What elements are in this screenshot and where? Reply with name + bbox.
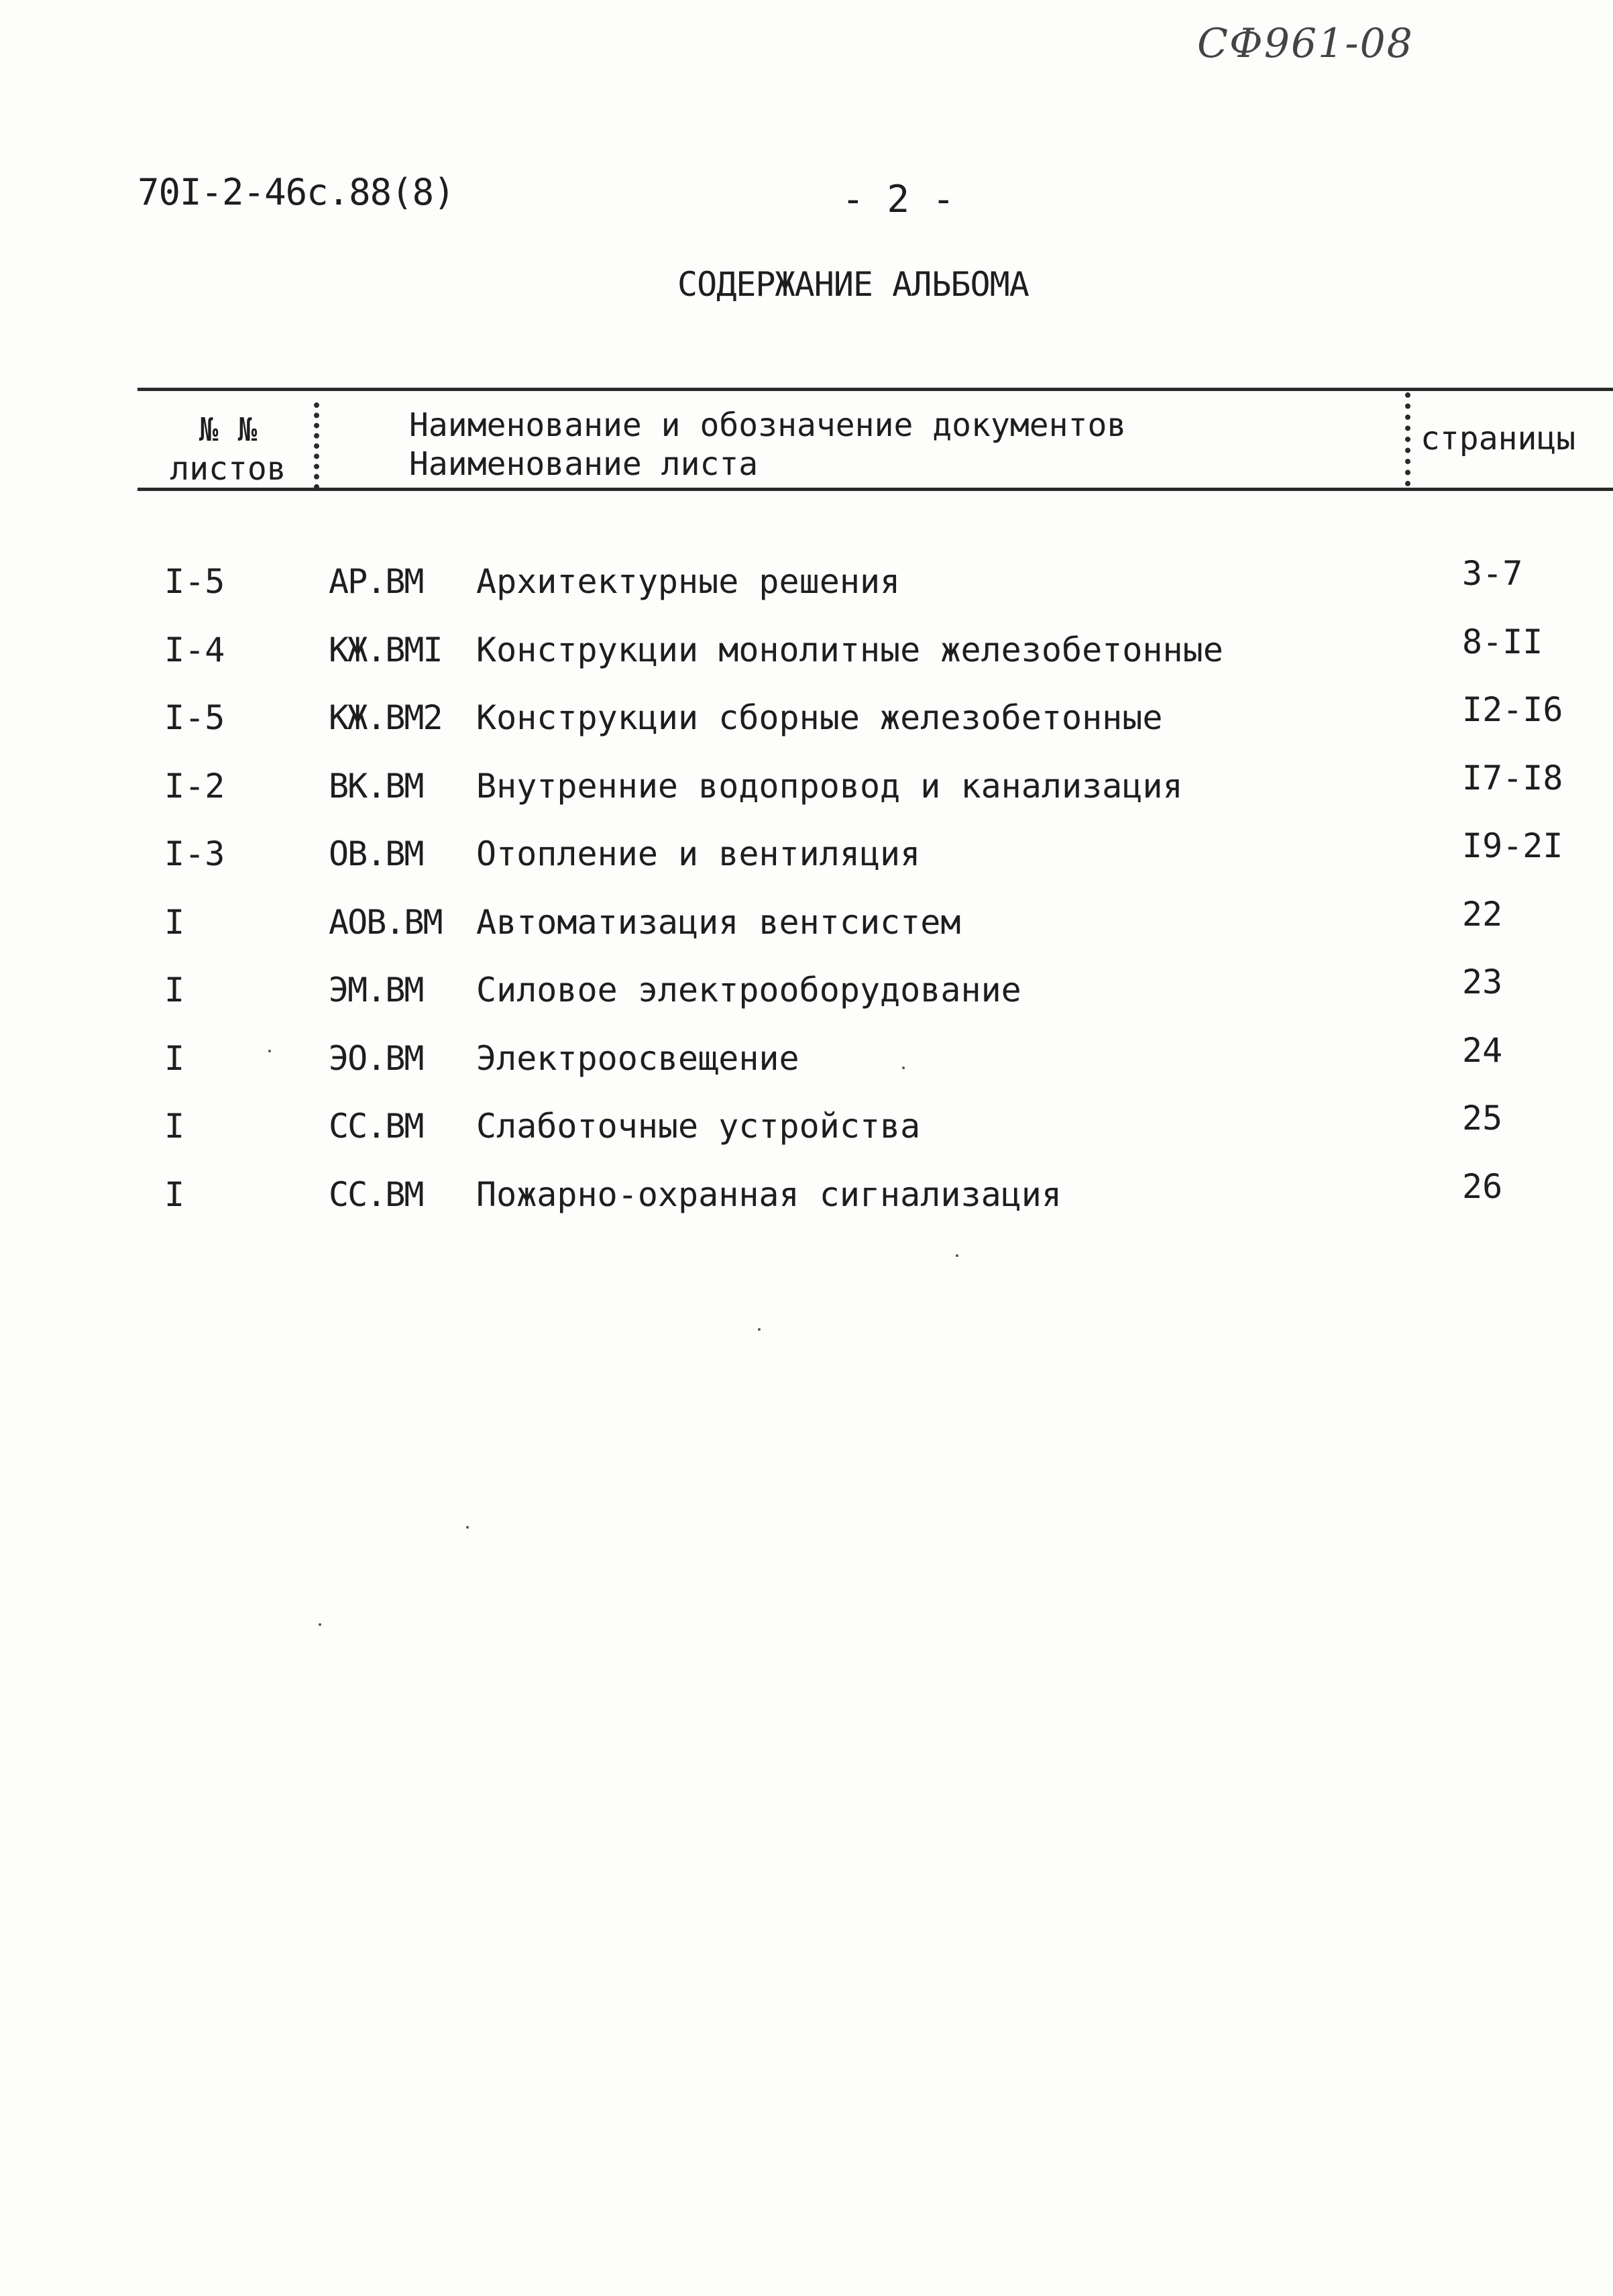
sheets-cell: I-2 [164,767,225,806]
code-cell: ЭМ.ВМ [329,971,423,1009]
document-code: 70I-2-46с.88(8) [137,171,455,213]
header-sheet-number-line2: листов [170,450,286,488]
pages-cell: 24 [1462,1031,1503,1070]
table-row [0,895,1613,956]
code-cell: КЖ.ВМ2 [329,698,442,737]
table-row [0,1167,1613,1229]
table-row [0,1031,1613,1093]
handwritten-note: СФ961-08 [1197,20,1414,67]
header-sheet-number [161,411,295,488]
name-cell: Конструкции монолитные железобетонные [476,631,1223,669]
column-separator [1405,392,1410,486]
header-document-name [409,406,1126,484]
code-cell: СС.ВМ [329,1175,423,1214]
column-separator [314,402,319,490]
name-cell: Отопление и вентиляция [476,834,921,873]
code-cell: СС.ВМ [329,1107,423,1146]
pages-cell: 22 [1462,895,1503,934]
pages-cell: 25 [1462,1099,1503,1138]
pages-cell: 23 [1462,963,1503,1001]
table-row [0,554,1613,616]
sheets-cell: I-4 [164,631,225,669]
name-cell: Слаботочные устройства [476,1107,921,1146]
name-cell: Внутренние водопровод и канализация [476,767,1183,806]
sheets-cell: I [164,903,185,942]
code-cell: ВК.ВМ [329,767,423,806]
name-cell: Силовое электрооборудование [476,971,1021,1009]
header-document-name-line1: Наименование и обозначение документов [409,406,1127,444]
sheets-cell: I-5 [164,698,225,737]
header-sheet-number-line1: № № [199,411,258,449]
table-row [0,759,1613,820]
scan-speck [319,1623,321,1626]
scan-speck [902,1067,905,1069]
page-number: - 2 - [842,178,955,221]
code-cell: АОВ.ВМ [329,903,442,942]
scan-speck [466,1526,469,1529]
sheets-cell: I [164,971,185,1009]
scan-speck [758,1328,761,1331]
name-cell: Архитектурные решения [476,562,901,601]
sheets-cell: I [164,1039,185,1078]
table-row [0,826,1613,888]
pages-cell: 26 [1462,1167,1503,1206]
name-cell: Пожарно-охранная сигнализация [476,1175,1062,1214]
table-header-rule [137,488,1613,491]
name-cell: Конструкции сборные железобетонные [476,698,1163,737]
code-cell: КЖ.ВМI [329,631,442,669]
sheets-cell: I [164,1107,185,1146]
name-cell: Электроосвещение [476,1039,799,1078]
scan-speck [956,1254,958,1257]
pages-cell: I7-I8 [1462,759,1563,798]
code-cell: ОВ.ВМ [329,834,423,873]
pages-cell: I9-2I [1462,826,1563,865]
code-cell: АР.ВМ [329,562,423,601]
code-cell: ЭО.ВМ [329,1039,423,1078]
table-row [0,1099,1613,1160]
page-title: СОДЕРЖАНИЕ АЛЬБОМА [677,265,1029,304]
table-row [0,622,1613,684]
header-document-name-line2: Наименование листа [409,445,759,483]
header-pages: страницы [1421,420,1576,457]
pages-cell: 8-II [1462,622,1543,661]
table-top-rule [137,388,1613,391]
sheets-cell: I-3 [164,834,225,873]
table-row [0,963,1613,1024]
name-cell: Автоматизация вентсистем [476,903,961,942]
scan-speck [268,1050,271,1052]
sheets-cell: I-5 [164,562,225,601]
table-row [0,690,1613,752]
pages-cell: 3-7 [1462,554,1523,593]
sheets-cell: I [164,1175,185,1214]
pages-cell: I2-I6 [1462,690,1563,729]
